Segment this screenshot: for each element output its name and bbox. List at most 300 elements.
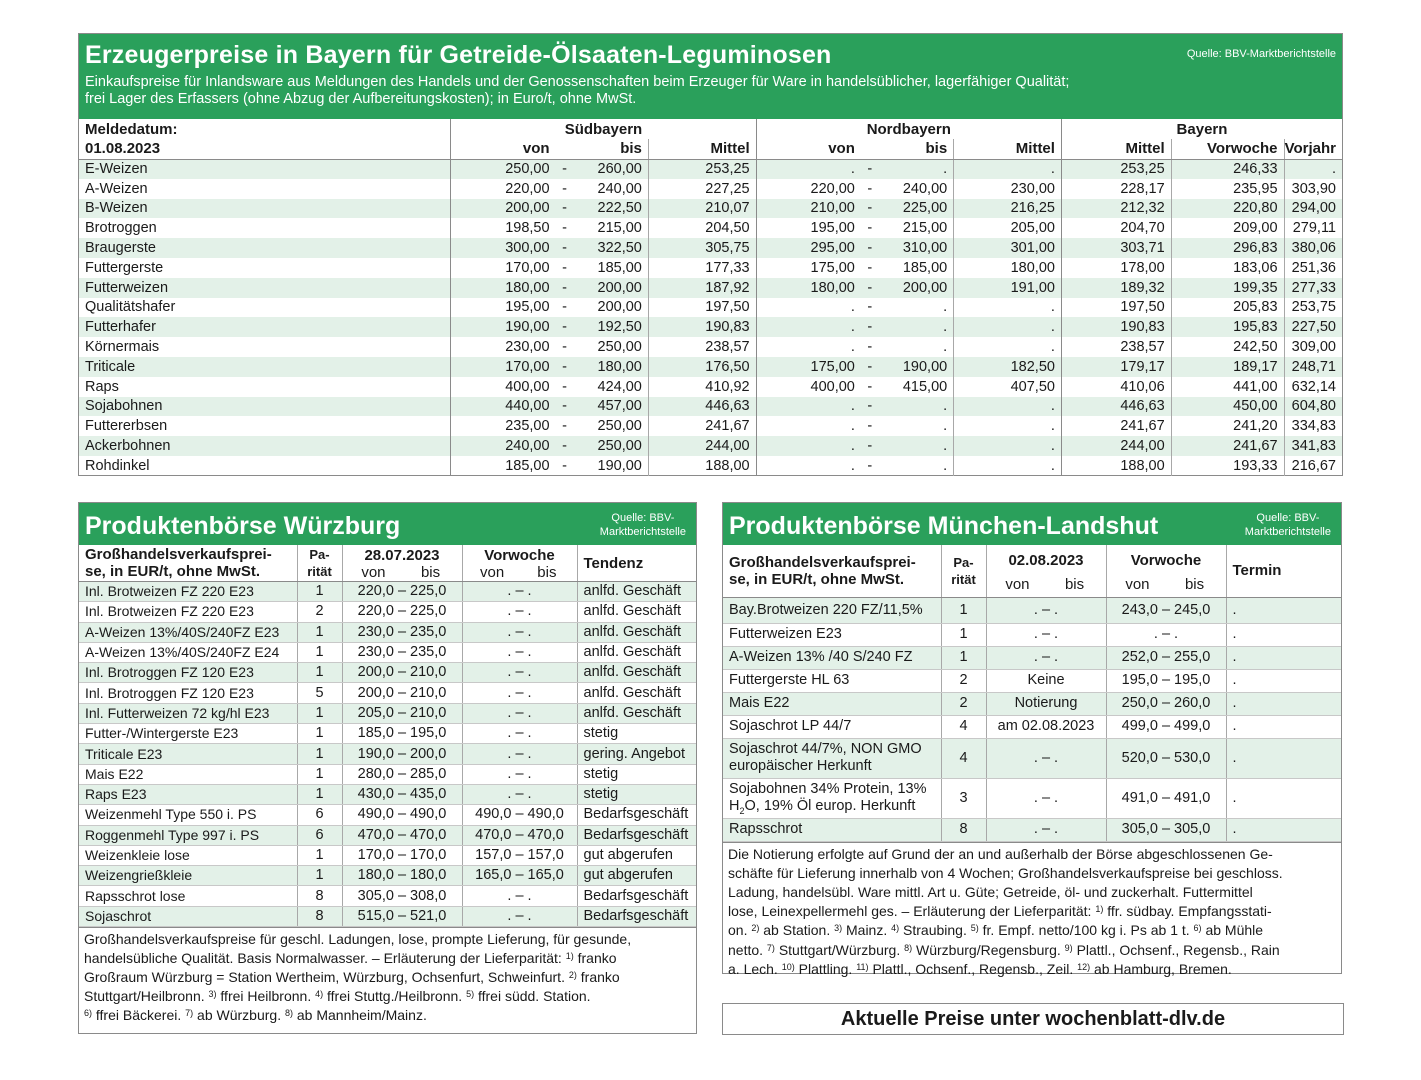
- cell-sued-von: 190,00: [451, 317, 556, 337]
- cell-vorwoche: 243,0 – 245,0: [1106, 597, 1226, 623]
- cell-nord-von: 220,00: [756, 179, 861, 199]
- cell-bayern-vorjahr: 334,83: [1284, 416, 1342, 436]
- cell-vorwoche: . – .: [462, 744, 577, 764]
- cell-termin: .: [1226, 623, 1341, 646]
- mue-header-vw-vonbis: [1106, 573, 1226, 597]
- cell-bayern-mittel: 241,67: [1061, 416, 1171, 436]
- cell-nord-sep: -: [867, 418, 873, 435]
- mue-foot-1: Die Notierung erfolgte auf Grund der an und außerhalb der Börse abgeschlossenen Ge-: [728, 845, 1273, 862]
- cell-nord-von: .: [756, 159, 861, 179]
- cell-vorwoche: . – .: [462, 724, 577, 744]
- wue-foot-12: ab Mannheim/Mainz.: [296, 1007, 427, 1024]
- mue-foot-17: Plattling.: [798, 960, 853, 977]
- mue-foot-10: fr. Empf. netto/100 kg i. Ps ab 1 t.: [982, 922, 1190, 939]
- cell-price: . – .: [986, 738, 1106, 778]
- cell-tendenz: stetig: [577, 724, 696, 744]
- cell-bayern-vorjahr: 380,06: [1284, 238, 1342, 258]
- cell-bayern-mittel: 204,70: [1061, 218, 1171, 238]
- cell-tendenz: anlfd. Geschäft: [577, 622, 696, 642]
- mue-header-vw-von: von: [1125, 576, 1150, 594]
- cell-nord-sep: -: [861, 357, 879, 377]
- cell-nord-mittel: .: [954, 456, 1062, 476]
- cell-tendenz: anlfd. Geschäft: [577, 703, 696, 723]
- cell-termin: .: [1226, 818, 1341, 841]
- cell-paritaet: 1: [297, 764, 342, 784]
- wue-foot-10: ffrei Bäckerei.: [95, 1007, 182, 1024]
- cell-sued-von: 220,00: [451, 179, 556, 199]
- cell-termin: .: [1226, 692, 1341, 715]
- cell-product: Inl. Brotweizen FZ 220 E23: [79, 602, 297, 622]
- table-row: [79, 602, 696, 622]
- cell-sued-sep: -: [556, 317, 574, 337]
- table-row: [79, 663, 696, 683]
- cell-sued-von: 195,00: [451, 298, 556, 318]
- cell-price: 230,0 – 235,0: [342, 622, 462, 642]
- table-row: [79, 317, 1342, 337]
- cell-bayern-mittel: 190,83: [1061, 317, 1171, 337]
- cell-product: A-Weizen 13% /40 S/240 FZ: [723, 646, 941, 669]
- cell-nord-mittel: .: [954, 159, 1062, 179]
- cell-sued-von: 440,00: [451, 397, 556, 417]
- cell-product: Inl. Brotroggen FZ 120 E23: [79, 683, 297, 703]
- cell-sued-mittel: 190,83: [648, 317, 756, 337]
- cell-nord-von: 210,00: [756, 199, 861, 219]
- mue-foot-7: ab Station.: [763, 922, 831, 939]
- cell-tendenz: anlfd. Geschäft: [577, 642, 696, 662]
- cell-bayern-mittel: 179,17: [1061, 357, 1171, 377]
- cell-price: 220,0 – 225,0: [342, 602, 462, 622]
- cell-product: Futterweizen E23: [723, 623, 941, 646]
- cell-sued-mittel: 210,07: [648, 199, 756, 219]
- cell-bayern-vorjahr: 604,80: [1284, 397, 1342, 417]
- cell-sued-von: 198,50: [451, 218, 556, 238]
- cell-termin: .: [1226, 738, 1341, 778]
- cell-nord-bis: 415,00: [902, 378, 948, 395]
- cell-sued-sep: -: [562, 378, 567, 395]
- cell-bayern-mittel: 178,00: [1061, 258, 1171, 278]
- cell-nord-mittel: 182,50: [954, 357, 1062, 377]
- cell-bayern-mittel: 303,71: [1061, 238, 1171, 258]
- cell-sued-sep: -: [562, 457, 567, 474]
- cell-vorwoche: 252,0 – 255,0: [1106, 646, 1226, 669]
- cell-nord-von: .: [756, 436, 861, 456]
- cell-product: Braugerste: [79, 238, 451, 258]
- h2o-sub: 2: [739, 805, 745, 816]
- cell-paritaet: 2: [941, 669, 986, 692]
- wue-foot-9: ffrei südd. Station.: [477, 988, 591, 1005]
- cell-paritaet: 1: [941, 646, 986, 669]
- cell-product: Weizenmehl Type 550 i. PS: [79, 805, 297, 825]
- header-date: 01.08.2023: [79, 139, 451, 159]
- cell-nord-bis: 310,00: [879, 238, 954, 258]
- cell-bayern-vorjahr: 277,33: [1284, 278, 1342, 298]
- table-row: [79, 784, 696, 804]
- cell-sued-mittel: 244,00: [648, 436, 756, 456]
- muenchen-footnote: Die Notierung erfolgte auf Grund der an und außerhalb der Börse abgeschlossenen Ge- schäfte für Lieferung innerhalb von 4 Wochen; Großhandelsverkaufspreise bei geschloss. Ladung, handelsübl. Ware mittl. Art u. Güte; Getreide, öl- und zuckerhalt. Futtermittel lose, Leinexpellermehl ges. – Erläuterung der Lieferparität: $^{1)}$ ffr. südbay. Empfangsstati- on. $^{2)}$ ab Station. $^{3)}$ Mainz. $^{4)}$ Straubing. $^{5)}$ fr. Empf. netto/100 kg i. Ps ab 1 t. $^{6)}$ ab Mühle netto. $^{7)}$ Stuttgart/Würzburg. $^{8)}$ Würzburg/Regensburg. $^{9)}$ Plattl., Ochsenf., Regensb., Rain a. Lech. $^{10)}$ Plattling. $^{11)}$ Plattl., Ochsenf., Regensb., Zeil. $^{12)}$ ab Hamburg, Bremen.: [723, 842, 1341, 981]
- cell-bayern-mittel: 188,00: [1061, 456, 1171, 476]
- erzeugerpreise-subtitle: [85, 74, 1336, 108]
- cell-paritaet: 6: [297, 805, 342, 825]
- cell-sued-von: 400,00: [451, 377, 556, 397]
- table-row: [723, 818, 1341, 841]
- cell-price: 430,0 – 435,0: [342, 784, 462, 804]
- cell-paritaet: 2: [941, 692, 986, 715]
- cell-termin: .: [1226, 778, 1341, 818]
- mue-foot-15: Plattl., Ochsenf., Regensb., Rain: [1076, 941, 1280, 958]
- table-row: [79, 436, 1342, 456]
- cell-sued-mittel: 305,75: [648, 238, 756, 258]
- cell-nord-bis: 200,00: [879, 278, 954, 298]
- muenchen-source: [1245, 511, 1331, 539]
- mue-header-von: von: [1005, 576, 1030, 594]
- cell-bayern-vorwoche: 450,00: [1171, 397, 1284, 417]
- cell-nord-sep: -: [867, 457, 873, 474]
- cell-price: 180,0 – 180,0: [342, 866, 462, 886]
- cell-bayern-mittel: 212,32: [1061, 199, 1171, 219]
- cell-nord-bis: .: [943, 418, 948, 435]
- wue-foot-1: Großhandelsverkaufspreise für geschl. Ladungen, lose, prompte Lieferung, für gesunde,: [84, 931, 632, 948]
- table-row: [79, 199, 1342, 219]
- cell-price: 190,0 – 200,0: [342, 744, 462, 764]
- cell-sued-mittel: 177,33: [648, 258, 756, 278]
- cell-product: Futter-/Wintergerste E23: [79, 724, 297, 744]
- cell-product: Futterhafer: [79, 317, 451, 337]
- table-row: [79, 357, 1342, 377]
- cell-product: Sojaschrot LP 44/7: [723, 715, 941, 738]
- cell-bayern-vorjahr: 632,14: [1284, 377, 1342, 397]
- cell-nord-mittel: .: [954, 436, 1062, 456]
- table-row: [723, 623, 1341, 646]
- cell-tendenz: anlfd. Geschäft: [577, 582, 696, 602]
- cell-sued-mittel: 187,92: [648, 278, 756, 298]
- wue-header-pa-2: rität: [307, 564, 332, 579]
- wue-foot-11: ab Würzburg.: [197, 1007, 282, 1024]
- erzeugerpreise-panel: [78, 33, 1343, 476]
- cell-bayern-vorjahr: 303,90: [1284, 179, 1342, 199]
- cell-tendenz: Bedarfsgeschäft: [577, 906, 696, 926]
- mue-header-product-2: se, in EUR/t, ohne MwSt.: [729, 570, 905, 588]
- cell-sued-von: 230,00: [451, 337, 556, 357]
- wue-header-paritaet: [297, 545, 342, 582]
- table-row: [79, 456, 1342, 476]
- cell-sued-bis: 250,00: [573, 436, 648, 456]
- wue-header-product-2: se, in EUR/t, ohne MwSt.: [85, 563, 261, 580]
- cell-product: A-Weizen 13%/40S/240FZ E24: [79, 642, 297, 662]
- muenchen-panel: [722, 502, 1342, 977]
- cell-price: . – .: [986, 818, 1106, 841]
- cell-bayern-vorwoche: 195,83: [1171, 317, 1284, 337]
- cell-price: 200,0 – 210,0: [342, 663, 462, 683]
- cell-nord-von: .: [756, 456, 861, 476]
- cell-vorwoche: 491,0 – 491,0: [1106, 778, 1226, 818]
- cell-vorwoche: . – .: [462, 703, 577, 723]
- header-sued-bis: bis: [573, 139, 648, 159]
- cell-vorwoche: 520,0 – 530,0: [1106, 738, 1226, 778]
- cell-sued-sep: -: [556, 238, 574, 258]
- cell-bayern-mittel: 410,06: [1061, 377, 1171, 397]
- cell-price: 490,0 – 490,0: [342, 805, 462, 825]
- cell-product: Futterweizen: [79, 278, 451, 298]
- mue-header-pa-1: Pa-: [953, 554, 974, 570]
- wue-foot-3: franko: [577, 950, 617, 967]
- cell-price: 170,0 – 170,0: [342, 845, 462, 865]
- cell-nord-von: 195,00: [756, 218, 861, 238]
- wuerzburg-source: [600, 511, 686, 539]
- table-row: [79, 764, 696, 784]
- muenchen-source-line-1: Quelle: BBV-: [1256, 512, 1320, 524]
- cell-nord-bis: 240,00: [902, 180, 948, 197]
- cell-nord-mittel: 205,00: [954, 218, 1062, 238]
- mue-header-vorwoche: Vorwoche: [1106, 545, 1226, 573]
- cell-tendenz: anlfd. Geschäft: [577, 663, 696, 683]
- cell-product: Roggenmehl Type 997 i. PS: [79, 825, 297, 845]
- cell-sued-mittel: 176,50: [648, 357, 756, 377]
- wue-header-product: [79, 545, 297, 582]
- cell-bayern-vorwoche: 242,50: [1171, 337, 1284, 357]
- muenchen-title: Produktenbörse München-Landshut: [729, 512, 1159, 540]
- cell-nord-mittel: 216,25: [954, 199, 1062, 219]
- cell-nord-bis: .: [943, 457, 948, 474]
- cell-sued-sep: -: [562, 339, 567, 356]
- cell-product: E-Weizen: [79, 159, 451, 179]
- cell-sued-mittel: 410,92: [648, 377, 756, 397]
- cell-bayern-vorwoche: 189,17: [1171, 357, 1284, 377]
- cell-bayern-vorjahr: 294,00: [1284, 199, 1342, 219]
- cell-tendenz: gut abgerufen: [577, 845, 696, 865]
- cell-product: Inl. Brotroggen FZ 120 E23: [79, 663, 297, 683]
- cell-sued-von: 300,00: [451, 238, 556, 258]
- mue-header-vw-bis: bis: [1184, 576, 1205, 594]
- cell-sued-sep: -: [562, 220, 567, 237]
- header-nord-mittel: Mittel: [954, 139, 1062, 159]
- cell-tendenz: anlfd. Geschäft: [577, 683, 696, 703]
- table-row: [79, 825, 696, 845]
- cell-vorwoche: . – .: [462, 764, 577, 784]
- cell-nord-sep: -: [867, 180, 873, 197]
- cell-vorwoche: . – .: [462, 784, 577, 804]
- cell-paritaet: 1: [297, 866, 342, 886]
- cell-bayern-mittel: 189,32: [1061, 278, 1171, 298]
- cell-product: [723, 738, 941, 778]
- cell-paritaet: 1: [297, 703, 342, 723]
- cell-product: Rohdinkel: [85, 457, 150, 474]
- cell-termin: .: [1226, 646, 1341, 669]
- cell-bayern-vorwoche: 246,33: [1171, 159, 1284, 179]
- cell-paritaet: 1: [297, 663, 342, 683]
- cell-nord-sep: -: [867, 220, 873, 237]
- cell-bayern-mittel: 238,57: [1061, 337, 1171, 357]
- mue-foot-14: Würzburg/Regensburg.: [916, 941, 1061, 958]
- table-row: [79, 238, 1342, 258]
- cell-nord-von: 175,00: [756, 357, 861, 377]
- cell-nord-sep: -: [867, 259, 873, 276]
- cell-product: Futtergerste: [85, 259, 164, 276]
- cell-sued-mittel: 188,00: [648, 456, 756, 476]
- cell-termin: .: [1226, 597, 1341, 623]
- wue-header-product-1: Großhandelsverkaufsprei-: [85, 546, 272, 563]
- header-bayern-mittel: Mittel: [1061, 139, 1171, 159]
- header-nord-bis: bis: [879, 139, 954, 159]
- mue-foot-13: Stuttgart/Würzburg.: [778, 941, 901, 958]
- cell-paritaet: 6: [297, 825, 342, 845]
- cell-vorwoche: 499,0 – 499,0: [1106, 715, 1226, 738]
- wue-foot-6: Stuttgart/Heilbronn.: [84, 988, 205, 1005]
- cell-tendenz: Bedarfsgeschäft: [577, 886, 696, 906]
- cell-bayern-vorwoche: 220,80: [1171, 199, 1284, 219]
- cell-vorwoche: 195,0 – 195,0: [1106, 669, 1226, 692]
- cell-sued-mittel: 197,50: [648, 298, 756, 318]
- wue-foot-4: Großraum Würzburg = Station Wertheim, Würzburg, Ochsenfurt, Schweinfurt.: [84, 969, 565, 986]
- cell-bayern-vorwoche: 235,95: [1171, 179, 1284, 199]
- cell-paritaet: 4: [941, 715, 986, 738]
- cell-sued-von: 185,00: [451, 456, 556, 476]
- table-row: [79, 744, 696, 764]
- mue-foot-16: a. Lech.: [728, 960, 778, 977]
- wuerzburg-source-line-1: Quelle: BBV-: [611, 512, 675, 524]
- cell-nord-bis: .: [879, 436, 954, 456]
- cell-nord-sep: -: [867, 378, 873, 395]
- cell-vorwoche: . – .: [462, 582, 577, 602]
- cell-vorwoche: . – .: [462, 622, 577, 642]
- mue-foot-12: netto.: [728, 941, 764, 958]
- mue-foot-4: lose, Leinexpellermehl ges. – Erläuterung der Lieferparität:: [728, 903, 1092, 920]
- header-meldedatum: Meldedatum:: [85, 121, 178, 138]
- wue-header-von: von: [361, 564, 386, 581]
- website-banner[interactable]: Aktuelle Preise unter wochenblatt-dlv.de: [722, 1003, 1344, 1035]
- cell-nord-mittel: .: [954, 416, 1062, 436]
- header-bayern-vorjahr: Vorjahr: [1284, 139, 1342, 159]
- cell-price: Notierung: [986, 692, 1106, 715]
- cell-vorwoche: 490,0 – 490,0: [462, 805, 577, 825]
- subtitle-line-1: Einkaufspreise für Inlandsware aus Meldungen des Handels und der Genossenschaften beim Erzeuger für Ware in handelsüblicher, lagerfähiger Qualität;: [85, 74, 1070, 90]
- wuerzburg-panel: [78, 502, 697, 1034]
- cell-sued-bis: 250,00: [597, 339, 642, 356]
- cell-nord-sep: -: [867, 299, 873, 316]
- cell-product: Weizengrießkleie: [79, 866, 297, 886]
- cell-price: am 02.08.2023: [986, 715, 1106, 738]
- cell-bayern-mittel: 228,17: [1061, 179, 1171, 199]
- cell-paritaet: 5: [297, 683, 342, 703]
- table-row: [79, 298, 1342, 318]
- cell-paritaet: 8: [297, 886, 342, 906]
- cell-bayern-vorjahr: .: [1284, 159, 1342, 179]
- cell-nord-sep: -: [861, 397, 879, 417]
- cell-bayern-vorwoche: 209,00: [1171, 218, 1284, 238]
- cell-product: A-Weizen 13%/40S/240FZ E23: [79, 622, 297, 642]
- cell-nord-sep: -: [861, 278, 879, 298]
- cell-product: Mais E22: [79, 764, 297, 784]
- table-row: [79, 397, 1342, 417]
- cell-product: Weizenkleie lose: [79, 845, 297, 865]
- cell-nord-von: 175,00: [756, 258, 861, 278]
- cell-sued-bis: 424,00: [597, 378, 642, 395]
- cell-nord-sep: -: [861, 436, 879, 456]
- cell-bayern-vorwoche: 441,00: [1171, 377, 1284, 397]
- cell-sued-bis: 240,00: [597, 180, 642, 197]
- cell-nord-mittel: .: [954, 337, 1062, 357]
- cell-paritaet: 1: [297, 724, 342, 744]
- cell-product: Futtergerste HL 63: [723, 669, 941, 692]
- cell-sued-sep: -: [556, 397, 574, 417]
- muenchen-rows: [723, 597, 1341, 841]
- header-nordbayern: Nordbayern: [756, 119, 1061, 139]
- cell-nord-mittel: .: [954, 397, 1062, 417]
- mue-header-bis: bis: [1064, 576, 1085, 594]
- cell-nord-sep: -: [867, 339, 873, 356]
- table-row: [723, 646, 1341, 669]
- cell-product: Ackerbohnen: [79, 436, 451, 456]
- cell-product: [723, 778, 941, 818]
- cell-sued-sep: -: [556, 199, 574, 219]
- erzeugerpreise-header: [79, 34, 1342, 119]
- cell-sued-sep: -: [562, 180, 567, 197]
- cell-nord-von: .: [756, 397, 861, 417]
- mue-foot-2: schäfte für Lieferung innerhalb von 4 Wochen; Großhandelsverkaufspreise bei geschloss.: [728, 864, 1283, 881]
- header-bayern-vorwoche: Vorwoche: [1171, 139, 1284, 159]
- cell-product: Mais E22: [723, 692, 941, 715]
- wuerzburg-footnote: Großhandelsverkaufspreise für geschl. Ladungen, lose, prompte Lieferung, für gesunde, handelsübliche Qualität. Basis Normalwasser. – Erläuterung der Lieferparität: $^{1)}$ franko Großraum Würzburg = Station Wertheim, Würzburg, Ochsenfurt, Schweinfurt. $^{2)}$ franko Stuttgart/Heilbronn. $^{3)}$ ffrei Heilbronn. $^{4)}$ ffrei Stuttg./Heilbronn. $^{5)}$ ffrei südd. Station. $^{6)}$ ffrei Bäckerei. $^{7)}$ ab Würzburg. $^{8)}$ ab Mannheim/Mainz.: [79, 927, 696, 1027]
- cell-sued-sep: -: [556, 436, 574, 456]
- cell-vorwoche: 165,0 – 165,0: [462, 866, 577, 886]
- cell-sued-bis: 215,00: [597, 220, 642, 237]
- cell-bayern-mittel: 446,63: [1061, 397, 1171, 417]
- cell-sued-sep: -: [562, 259, 567, 276]
- cell-product: Futtererbsen: [85, 418, 168, 435]
- cell-nord-von: .: [756, 317, 861, 337]
- cell-paritaet: 8: [297, 906, 342, 926]
- mue-foot-18: Plattl., Ochsenf., Regensb., Zeil.: [872, 960, 1074, 977]
- cell-bayern-vorwoche: 296,83: [1171, 238, 1284, 258]
- cell-nord-mittel: 301,00: [954, 238, 1062, 258]
- cell-paritaet: 8: [941, 818, 986, 841]
- cell-bayern-mittel: 197,50: [1061, 298, 1171, 318]
- cell-sued-bis: 322,50: [573, 238, 648, 258]
- cell-product: Bay.Brotweizen 220 FZ/11,5%: [723, 597, 941, 623]
- mue-header-paritaet: [941, 545, 986, 597]
- cell-sued-mittel: 241,67: [648, 416, 756, 436]
- cell-bayern-vorwoche: 193,33: [1171, 456, 1284, 476]
- table-row: [79, 683, 696, 703]
- wue-header-tendenz: Tendenz: [577, 545, 696, 582]
- cell-nord-mittel: 407,50: [954, 377, 1062, 397]
- cell-nord-von: .: [756, 337, 861, 357]
- cell-bayern-vorjahr: 309,00: [1284, 337, 1342, 357]
- cell-nord-bis: .: [943, 339, 948, 356]
- muenchen-table: [723, 545, 1341, 842]
- cell-nord-mittel: 180,00: [954, 258, 1062, 278]
- table-row: [723, 669, 1341, 692]
- table-row: [723, 778, 1341, 818]
- cell-bayern-vorjahr: 227,50: [1284, 317, 1342, 337]
- table-row: [79, 416, 1342, 436]
- mue-foot-9: Straubing.: [903, 922, 967, 939]
- cell-sued-mittel: 204,50: [648, 218, 756, 238]
- header-bayern: Bayern: [1061, 119, 1342, 139]
- cell-vorwoche: . – .: [462, 906, 577, 926]
- table-row: [79, 724, 696, 744]
- cell-price: . – .: [986, 623, 1106, 646]
- cell-nord-von: 180,00: [756, 278, 861, 298]
- h2o-rest: O, 19% Öl europ. Herkunft: [744, 798, 916, 814]
- cell-price: 220,0 – 225,0: [342, 582, 462, 602]
- cell-product: Raps E23: [79, 784, 297, 804]
- cell-nord-mittel: 230,00: [954, 179, 1062, 199]
- cell-sued-sep: -: [556, 357, 574, 377]
- wue-foot-8: ffrei Stuttg./Heilbronn.: [327, 988, 463, 1005]
- cell-product: Sojabohnen: [79, 397, 451, 417]
- cell-sued-bis: 222,50: [573, 199, 648, 219]
- cell-bayern-mittel: 244,00: [1061, 436, 1171, 456]
